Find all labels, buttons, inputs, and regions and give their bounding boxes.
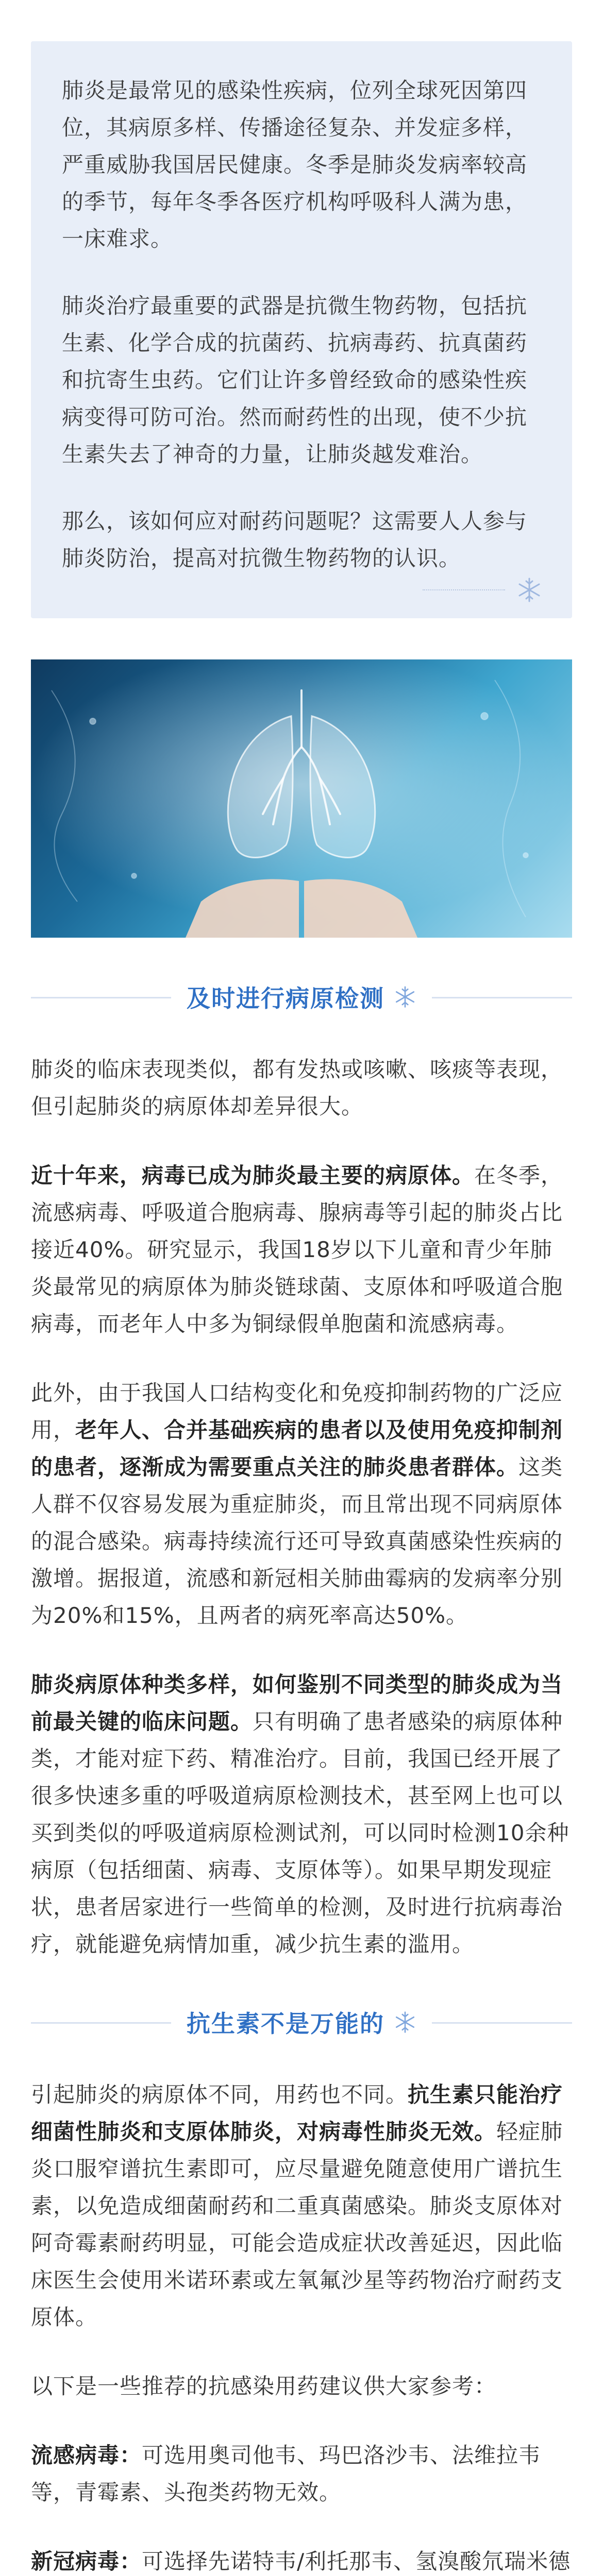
section-title-pill <box>171 974 432 1020</box>
body-text: 只有明确了患者感染的病原体种类，才能对症下药、精准治疗。目前，我国已经开展了很多快速多重的呼吸道病原检测技术，甚至网上也可以买到类似的呼吸道病原检测试剂，可以同时检测10余种病原（包括细菌、病毒、支原体等）。如果早期发现症状，患者居家进行一些简单的检测，及时进行抗病毒治疗，就能避免病情加重，减少抗生素的滥用。 <box>31 1709 569 1957</box>
section1-content <box>31 1051 572 1963</box>
hero-image <box>31 659 572 938</box>
bold-text: 抗生素只能治疗细菌性肺炎和支原体肺炎，对病毒性肺炎无效。 <box>31 2082 563 2144</box>
paragraph <box>31 1666 572 1963</box>
body-text: 这类人群不仅容易发展为重症肺炎，而且常出现不同病原体的混合感染。病毒持续流行还可导致真菌感染性疾病的激增。据报道，流感和新冠相关肺曲霉病的发病率分别为20%和15%，且两者的病死率高达50%。 <box>31 1454 563 1628</box>
body-text: 引起肺炎的病原体不同，用药也不同。 <box>31 2082 408 2107</box>
card-divider <box>423 589 505 590</box>
body-text: 可选用奥司他韦、玛巴洛沙韦、法维拉韦等，青霉素、头孢类药物无效。 <box>31 2443 541 2505</box>
section2-content <box>31 2076 572 2576</box>
paragraph: 以下是一些推荐的抗感染用药建议供大家参考： <box>31 2374 497 2399</box>
intro-paragraph-3: 那么，该如何应对耐药问题呢？这需要人人参与肺炎防治，提高对抗微生物药物的认识。 <box>62 509 528 571</box>
paragraph <box>31 2076 572 2336</box>
paragraph: 肺炎的临床表现类似，都有发热或咳嗽、咳痰等表现，但引起肺炎的病原体却差异很大。 <box>31 1057 563 1119</box>
snowflake-icon <box>394 2011 416 2033</box>
body-text: 在冬季，流感病毒、呼吸道合胞病毒、腺病毒等引起的肺炎占比接近40%。研究显示，我国18岁以下儿童和青少年肺炎最常见的病原体为肺炎链球菌、支原体和呼吸道合胞病毒，而老年人中多为铜绿假单胞菌和流感病毒。 <box>31 1163 563 1336</box>
section-heading-pathogen-testing <box>31 974 572 1020</box>
lungs-hands-illustration <box>31 659 572 938</box>
snowflake-icon <box>394 986 416 1008</box>
section-heading-antibiotics <box>31 1999 572 2045</box>
bold-text: 流感病毒： <box>31 2443 142 2468</box>
body-text: 此外，由于我国人口结构变化和免疫抑制药物的广泛应用， <box>31 1380 563 1443</box>
bold-text: 新冠病毒： <box>31 2549 142 2574</box>
section-title: 抗生素不是万能的 <box>187 2010 384 2038</box>
recommendation-covid <box>31 2543 572 2576</box>
body-text: 可选择先诺特韦/利托那韦、氢溴酸氘瑞米德 <box>142 2549 571 2574</box>
bold-text: 肺炎病原体种类多样，如何鉴别不同类型的肺炎成为当前最关键的临床问题。 <box>31 1672 563 1734</box>
paragraph <box>31 1375 572 1634</box>
bold-text: 老年人、合并基础疾病的患者以及使用免疫抑制剂的患者，逐渐成为需要重点关注的肺炎患者群体。 <box>31 1417 563 1480</box>
recommendation-flu <box>31 2437 572 2511</box>
intro-card <box>31 41 572 618</box>
intro-paragraph-1: 肺炎是最常见的感染性疾病，位列全球死因第四位，其病原多样、传播途径复杂、并发症多样，严重威胁我国居民健康。冬季是肺炎发病率较高的季节，每年冬季各医疗机构呼吸科人满为患，一床难求。 <box>62 78 528 251</box>
body-text: 轻症肺炎口服窄谱抗生素即可，应尽量避免随意使用广谱抗生素，以免造成细菌耐药和二重真菌感染。肺炎支原体对阿奇霉素耐药明显，可能会造成症状改善延迟，因此临床医生会使用米诺环素或左氧氟沙星等药物治疗耐药支原体。 <box>31 2119 563 2330</box>
bold-text: 近十年来，病毒已成为肺炎最主要的病原体。 <box>31 1163 475 1188</box>
section-title: 及时进行病原检测 <box>187 985 384 1012</box>
snowflake-icon <box>516 577 542 603</box>
intro-paragraph-2: 肺炎治疗最重要的武器是抗微生物药物，包括抗生素、化学合成的抗菌药、抗病毒药、抗真菌药和抗寄生虫药。它们让许多曾经致命的感染性疾病变得可防可治。然而耐药性的出现，使不少抗生素失去了神奇的力量，让肺炎越发难治。 <box>62 293 528 467</box>
section-title-pill <box>171 1999 432 2045</box>
article-page <box>0 41 603 2576</box>
paragraph <box>31 1157 572 1343</box>
